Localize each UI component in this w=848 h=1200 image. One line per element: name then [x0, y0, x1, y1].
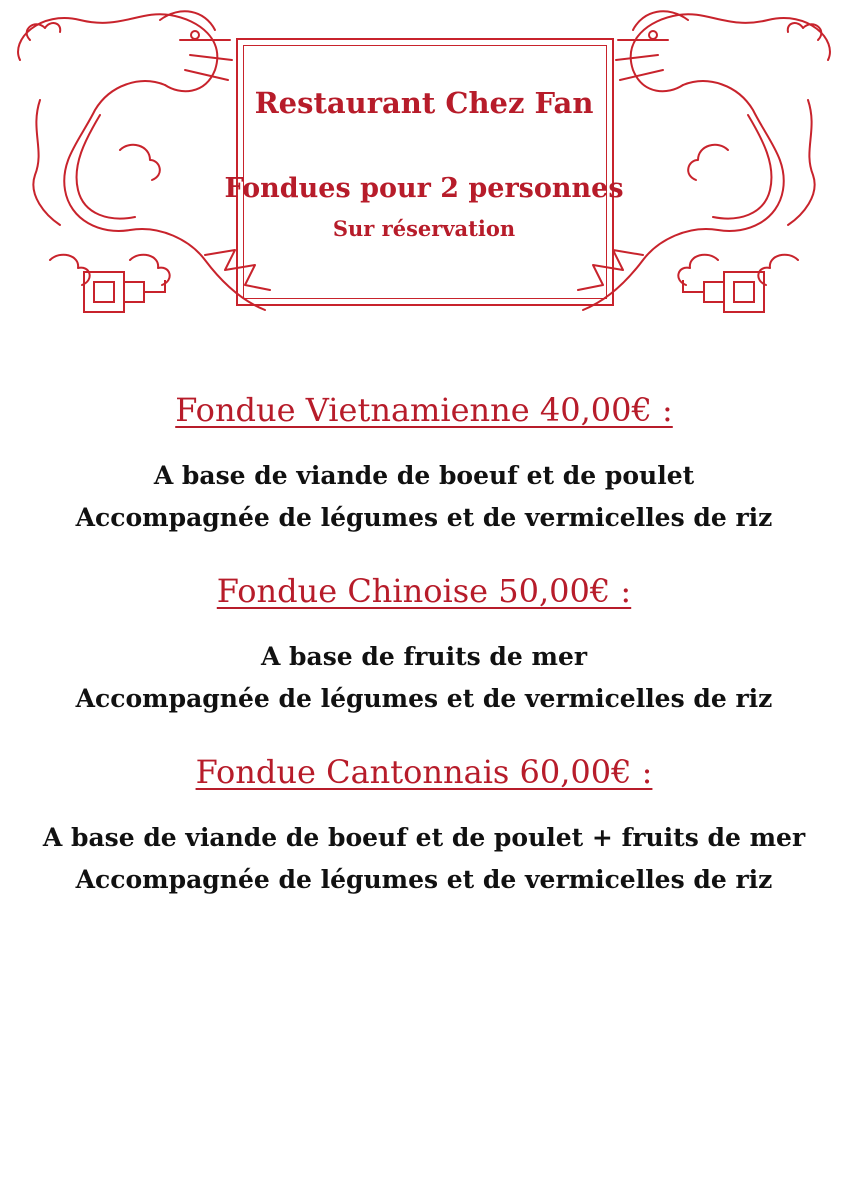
menu-item-description-line: A base de viande de boeuf et de poulet [153, 461, 695, 490]
menu-item-description-line: A base de fruits de mer [260, 642, 588, 671]
title-frame [236, 38, 614, 306]
menu-header [0, 0, 848, 330]
menu-item-title: Fondue Chinoise 50,00€ : [216, 572, 632, 610]
menu-item-vietnamienne [0, 385, 848, 539]
menu-item-title: Fondue Vietnamienne 40,00€ : [175, 391, 673, 429]
menu-item-description-line: Accompagnée de légumes et de vermicelles de riz [75, 503, 773, 532]
fondue-menu [0, 385, 848, 901]
chinese-fret-icon [84, 272, 165, 312]
restaurant-name: Restaurant Chez Fan [254, 86, 594, 120]
reservation-note: Sur réservation [332, 216, 516, 241]
menu-item-description-line: Accompagnée de légumes et de vermicelles de riz [75, 684, 773, 713]
menu-item-chinoise [0, 566, 848, 720]
dragon-icon [578, 11, 830, 310]
chinese-fret-icon [683, 272, 764, 312]
menu-item-title: Fondue Cantonnais 60,00€ : [195, 753, 653, 791]
menu-item-description-line: Accompagnée de légumes et de vermicelles de riz [75, 865, 773, 894]
menu-item-description-line: A base de viande de boeuf et de poulet + fruits de mer [42, 823, 806, 852]
dragon-icon [18, 11, 270, 310]
menu-item-cantonnais [0, 747, 848, 901]
menu-subtitle: Fondues pour 2 personnes [224, 173, 624, 204]
